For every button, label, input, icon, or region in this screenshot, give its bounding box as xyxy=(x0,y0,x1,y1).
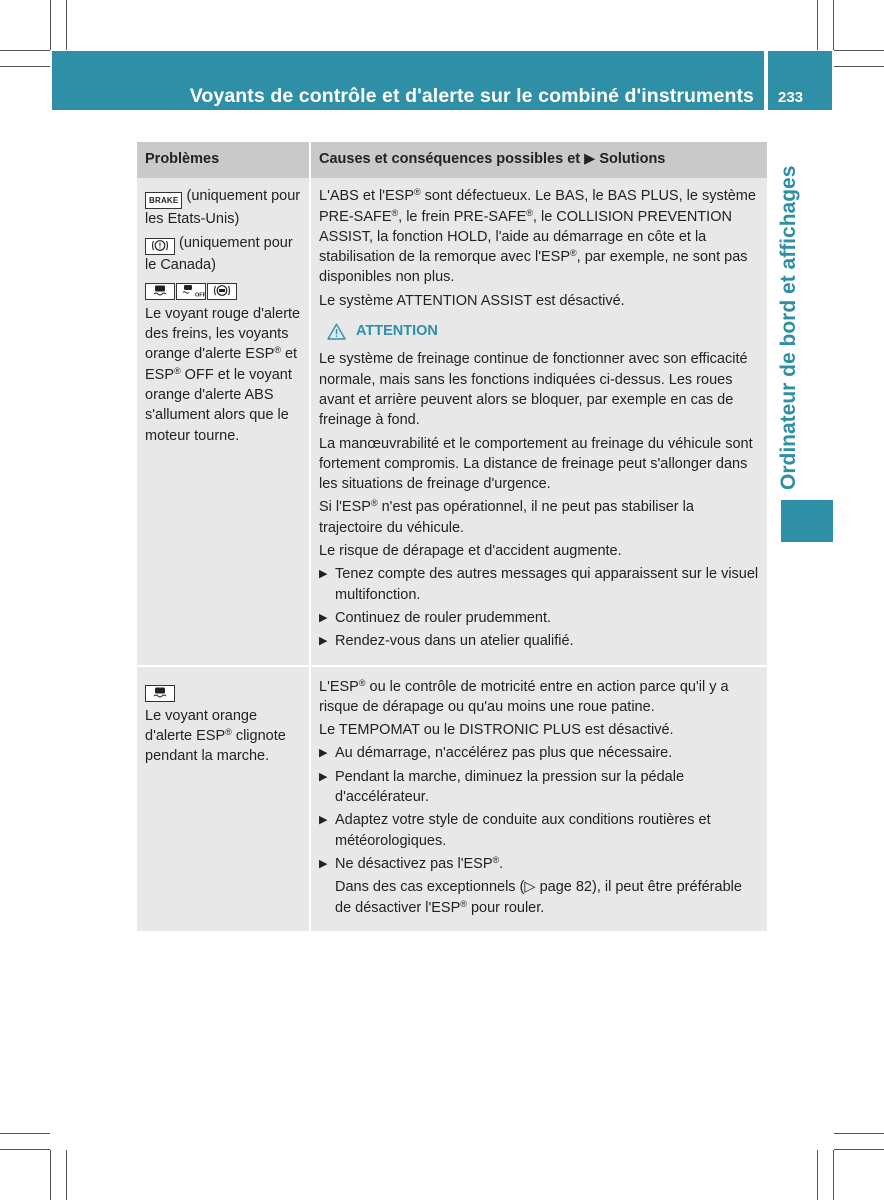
problem-description: Le voyant rouge d'alerte des freins, les voyants orange d'alerte ESP® et ESP® OFF et le voyant orange d'alerte ABS s'allument alors que le moteur tourne. xyxy=(145,305,301,444)
brake-canada-line xyxy=(145,233,303,275)
crop-mark xyxy=(817,0,818,50)
esp-icon xyxy=(145,283,175,300)
brake-circle-icon xyxy=(145,238,175,255)
brake-canada-text: (uniquement pour le Canada) xyxy=(145,234,293,273)
table-row xyxy=(137,178,767,664)
crop-mark xyxy=(50,1150,51,1200)
crop-mark xyxy=(0,50,50,51)
warning-paragraph: Le système de freinage continue de fonctionner avec son efficacité normale, mais sans les fonctions indiquées ci-dessus. Les roues avant et arrière peuvent alors se bloquer, par exemple en cas de freinage à fond. xyxy=(319,351,748,429)
warning-icons-row xyxy=(145,278,303,300)
esp-off-icon xyxy=(176,283,206,300)
page-header xyxy=(52,51,764,110)
page-number: 233 xyxy=(778,89,804,106)
warning-paragraph: Le risque de dérapage et d'accident augmente. xyxy=(319,543,622,560)
crop-mark xyxy=(834,1133,884,1134)
problem-cell xyxy=(137,178,309,664)
brake-usa-text: (uniquement pour les Etats-Unis) xyxy=(145,188,301,228)
warning-icons-row xyxy=(145,680,303,702)
crop-mark xyxy=(66,1150,67,1200)
abs-icon xyxy=(207,283,237,300)
solution-item xyxy=(319,743,761,763)
cause-text: Le TEMPOMAT ou le DISTRONIC PLUS est désactivé. xyxy=(319,722,674,739)
solution-text: Tenez compte des autres messages qui apparaissent sur le visuel multifonction. xyxy=(335,566,759,603)
warning-paragraph: Si l'ESP® n'est pas opérationnel, il ne peut pas stabiliser la trajectoire du véhicule. xyxy=(319,498,694,536)
solution-item xyxy=(319,564,761,605)
warning-heading xyxy=(327,321,761,341)
section-side-title: Ordinateur de bord et affichages xyxy=(777,165,800,490)
solution-item xyxy=(319,631,761,651)
page-title: Voyants de contrôle et d'alerte sur le combiné d'instruments xyxy=(189,85,754,107)
solution-item xyxy=(319,854,761,874)
crop-mark xyxy=(834,66,884,67)
column-header-causes: Causes et conséquences possibles et ▶ Solutions xyxy=(309,142,767,178)
arrow-bullet-icon: ▶ xyxy=(319,568,328,581)
arrow-bullet-icon: ▶ xyxy=(319,611,328,624)
problem-cell xyxy=(137,665,309,931)
warning-triangle-icon xyxy=(327,323,346,340)
page-number-box xyxy=(768,51,832,110)
crop-mark xyxy=(50,0,51,50)
causes-cell xyxy=(309,665,767,931)
crop-mark xyxy=(817,1150,818,1200)
column-header-problems: Problèmes xyxy=(137,142,309,178)
solution-text: Adaptez votre style de conduite aux conditions routières et météorologiques. xyxy=(335,812,711,849)
arrow-bullet-icon: ▶ xyxy=(319,635,328,648)
warning-lamps-table xyxy=(137,142,767,931)
cause-text: L'ESP® ou le contrôle de motricité entre en action parce qu'il y a risque de dérapage ou qu'au moins une roue patine. xyxy=(319,677,729,715)
solution-note: Dans des cas exceptionnels (▷ page 82), il peut être préférable de désactiver l'ESP® pour rouler. xyxy=(335,879,742,916)
arrow-bullet-icon: ▶ xyxy=(319,747,328,760)
crop-mark xyxy=(0,1133,50,1134)
table-header-row xyxy=(137,142,767,178)
svg-text:!: ! xyxy=(158,240,162,250)
causes-cell xyxy=(309,178,767,664)
section-tab-block xyxy=(781,500,833,542)
cause-text: L'ABS et l'ESP® sont défectueux. Le BAS, le BAS PLUS, le système PRE-SAFE®, le frein PRE-SAFE®, le COLLISION PREVENTION ASSIST, la fonction HOLD, l'aide au démarrage en côte et la stabilisation de la remorque avec l'ESP®, par exemple, ne sont pas disponibles non plus. xyxy=(319,187,756,286)
crop-mark xyxy=(834,1149,884,1150)
table-row xyxy=(137,665,767,931)
brake-warning-icon: BRAKE xyxy=(145,192,182,209)
warning-label: ATTENTION xyxy=(356,323,438,340)
brake-usa-line xyxy=(145,186,303,229)
warning-paragraph: La manœuvrabilité et le comportement au freinage du véhicule sont fortement compromis. La distance de freinage peut s'allonger dans les situations de freinage d'urgence. xyxy=(319,435,753,493)
crop-mark xyxy=(0,66,50,67)
esp-icon xyxy=(145,685,175,702)
solution-text: Continuez de rouler prudemment. xyxy=(335,609,552,626)
crop-mark xyxy=(834,50,884,51)
arrow-bullet-icon: ▶ xyxy=(319,857,328,870)
solution-text: Au démarrage, n'accélérez pas plus que nécessaire. xyxy=(335,745,673,762)
problem-description: Le voyant orange d'alerte ESP® clignote pendant la marche. xyxy=(145,707,286,765)
cause-text: Le système ATTENTION ASSIST est désactivé. xyxy=(319,292,625,309)
crop-mark xyxy=(833,0,834,50)
solution-text: Pendant la marche, diminuez la pression sur la pédale d'accélérateur. xyxy=(335,768,685,806)
solution-item xyxy=(319,810,761,851)
solution-item xyxy=(319,608,761,628)
solution-item xyxy=(319,767,761,808)
crop-mark xyxy=(66,0,67,50)
arrow-bullet-icon: ▶ xyxy=(319,770,328,783)
crop-mark xyxy=(833,1150,834,1200)
crop-mark xyxy=(0,1149,50,1150)
solution-text: Rendez-vous dans un atelier qualifié. xyxy=(335,633,574,650)
arrow-bullet-icon: ▶ xyxy=(319,814,328,827)
solution-text: Ne désactivez pas l'ESP®. xyxy=(335,854,504,872)
svg-text:OFF: OFF xyxy=(195,292,206,299)
